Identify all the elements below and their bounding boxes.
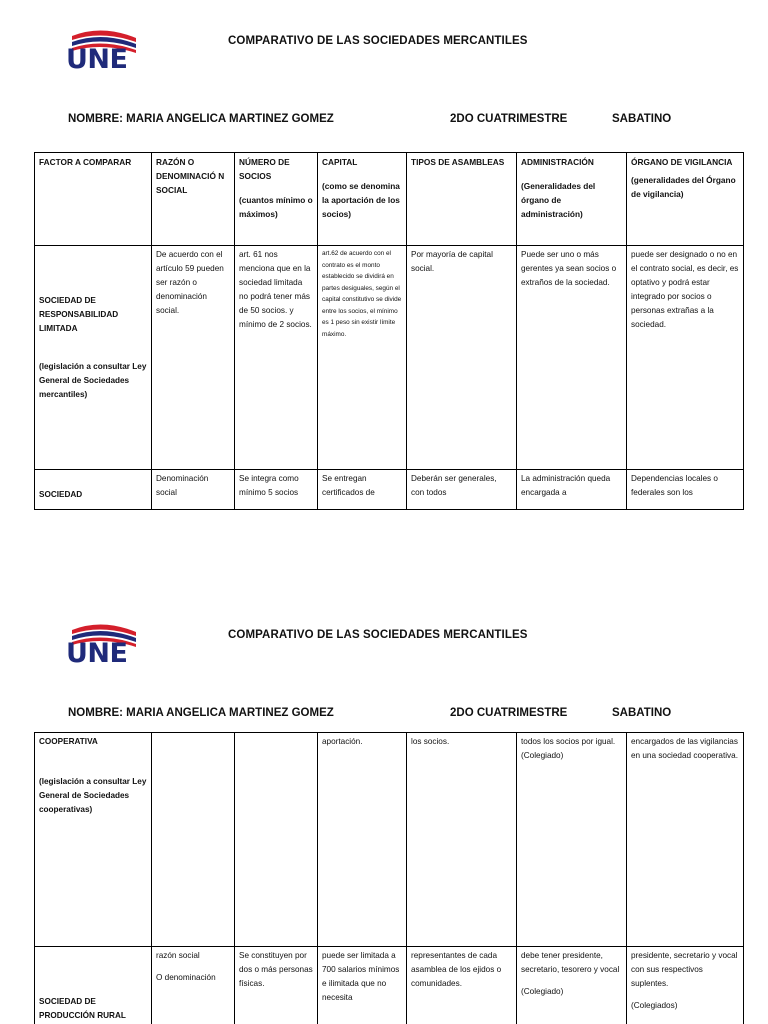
srl-factor-note: (legislación a consultar Ley General de Sociedades mercantiles): [39, 362, 147, 399]
coop-numero: Se integra como mínimo 5 socios: [235, 470, 318, 510]
coop-administracion-start: La administración queda encargada a: [517, 470, 627, 510]
header-factor: FACTOR A COMPARAR: [35, 153, 152, 246]
header-razon: RAZÓN O DENOMINACIÓ N SOCIAL: [152, 153, 235, 246]
coop-administracion-cont: todos los socios por igual. (Colegiado): [517, 733, 627, 947]
document-title: COMPARATIVO DE LAS SOCIEDADES MERCANTILES: [228, 35, 528, 47]
coop-razon: Denominación social: [152, 470, 235, 510]
header-capital: [318, 153, 407, 246]
student-name: NOMBRE: MARIA ANGELICA MARTINEZ GOMEZ: [68, 707, 334, 719]
rural-razon-line2: O denominación: [156, 973, 216, 982]
coop-factor-cont: [35, 733, 152, 947]
srl-factor-title: SOCIEDAD DE RESPONSABILIDAD LIMITADA: [39, 296, 119, 333]
coop-factor-cont-title: COOPERATIVA: [39, 737, 98, 746]
header-organo: [627, 153, 744, 246]
rural-organo-type: (Colegiados): [631, 1001, 678, 1010]
coop-factor-note: (legislación a consultar Ley General de Sociedades cooperativas): [39, 777, 147, 814]
header-organo-title: ÓRGANO DE VIGILANCIA: [631, 157, 733, 167]
rural-razon: [152, 947, 235, 1024]
header-organo-sub: (generalidades del Órgano de vigilancia): [631, 175, 736, 199]
student-name: NOMBRE: MARIA ANGELICA MARTINEZ GOMEZ: [68, 113, 334, 125]
srl-factor: [35, 246, 152, 470]
comparison-table: [34, 152, 744, 510]
header-capital-title: CAPITAL: [322, 157, 358, 167]
rural-administracion-type: (Colegiado): [521, 987, 564, 996]
header-capital-sub: (como se denomina la aportación de los socios): [322, 181, 400, 219]
table-row-srl: [35, 246, 744, 470]
term-label: 2DO CUATRIMESTRE: [450, 113, 568, 125]
coop-factor-start: [35, 470, 152, 510]
document-title: COMPARATIVO DE LAS SOCIEDADES MERCANTILES: [228, 629, 528, 641]
coop-capital-start: Se entregan certificados de: [318, 470, 407, 510]
header-administracion: [517, 153, 627, 246]
table-header-row: [35, 153, 744, 246]
header-numero: [235, 153, 318, 246]
rural-administracion-text: debe tener presidente, secretario, tesorero y vocal: [521, 951, 620, 974]
table-row-cooperativa-start: [35, 470, 744, 510]
coop-capital-cont: aportación.: [318, 733, 407, 947]
logo-text: UNE: [66, 44, 128, 75]
une-logo: [64, 620, 142, 674]
coop-organo-start: Dependencias locales o federales son los: [627, 470, 744, 510]
document-page-2: [0, 596, 768, 1024]
rural-factor: [35, 947, 152, 1024]
schedule-mode: SABATINO: [612, 113, 672, 125]
srl-administracion: Puede ser uno o más gerentes ya sean socios o extraños de la sociedad.: [517, 246, 627, 470]
srl-numero: art. 61 nos menciona que en la sociedad limitada no podrá tener más de 50 socios. y mínimo de 2 socios.: [235, 246, 318, 470]
coop-asambleas-cont: los socios.: [407, 733, 517, 947]
rural-numero: Se constituyen por dos o más personas físicas.: [235, 947, 318, 1024]
srl-razon: De acuerdo con el artículo 59 pueden ser razón o denominación social.: [152, 246, 235, 470]
rural-factor-title: SOCIEDAD DE PRODUCCIÓN RURAL: [39, 997, 126, 1020]
term-label: 2DO CUATRIMESTRE: [450, 707, 568, 719]
page-gap: [0, 512, 768, 596]
table-row-cooperativa-cont: [35, 733, 744, 947]
header-administracion-sub: (Generalidades del órgano de administración): [521, 181, 596, 219]
coop-asambleas-start: Deberán ser generales, con todos: [407, 470, 517, 510]
rural-administracion: [517, 947, 627, 1024]
header-numero-sub: (cuantos mínimo o máximos): [239, 195, 313, 219]
coop-organo-cont: encargados de las vigilancias en una sociedad cooperativa.: [627, 733, 744, 947]
header-administracion-title: ADMINISTRACIÓN: [521, 157, 594, 167]
srl-asambleas: Por mayoría de capital social.: [407, 246, 517, 470]
comparison-table-continued: [34, 732, 744, 1024]
rural-organo: [627, 947, 744, 1024]
header-asambleas: TIPOS DE ASAMBLEAS: [407, 153, 517, 246]
schedule-mode: SABATINO: [612, 707, 672, 719]
table-row-produccion-rural: [35, 947, 744, 1024]
rural-capital: puede ser limitada a 700 salarios mínimos e ilimitada que no necesita: [318, 947, 407, 1024]
rural-razon-line1: razón social: [156, 951, 200, 960]
coop-factor-start-title: SOCIEDAD: [39, 490, 83, 499]
logo-text: UNE: [66, 638, 128, 669]
coop-razon-cont: [152, 733, 235, 947]
coop-numero-cont: [235, 733, 318, 947]
srl-organo: puede ser designado o no en el contrato social, es decir, es optativo y podrá estar integrado por socios o personas extrañas a la sociedad.: [627, 246, 744, 470]
rural-organo-text: presidente, secretario y vocal con sus respectivos suplentes.: [631, 951, 738, 988]
srl-capital: art.62 de acuerdo con el contrato es el monto establecido se dividirá en partes desiguales, según el capital constitutivo se divide entre los socios, el mínimo es 1 peso sin existir límite máximo.: [318, 246, 407, 470]
rural-asambleas: representantes de cada asamblea de los ejidos o comunidades.: [407, 947, 517, 1024]
header-numero-title: NÚMERO DE SOCIOS: [239, 157, 290, 181]
une-logo: [64, 26, 142, 80]
